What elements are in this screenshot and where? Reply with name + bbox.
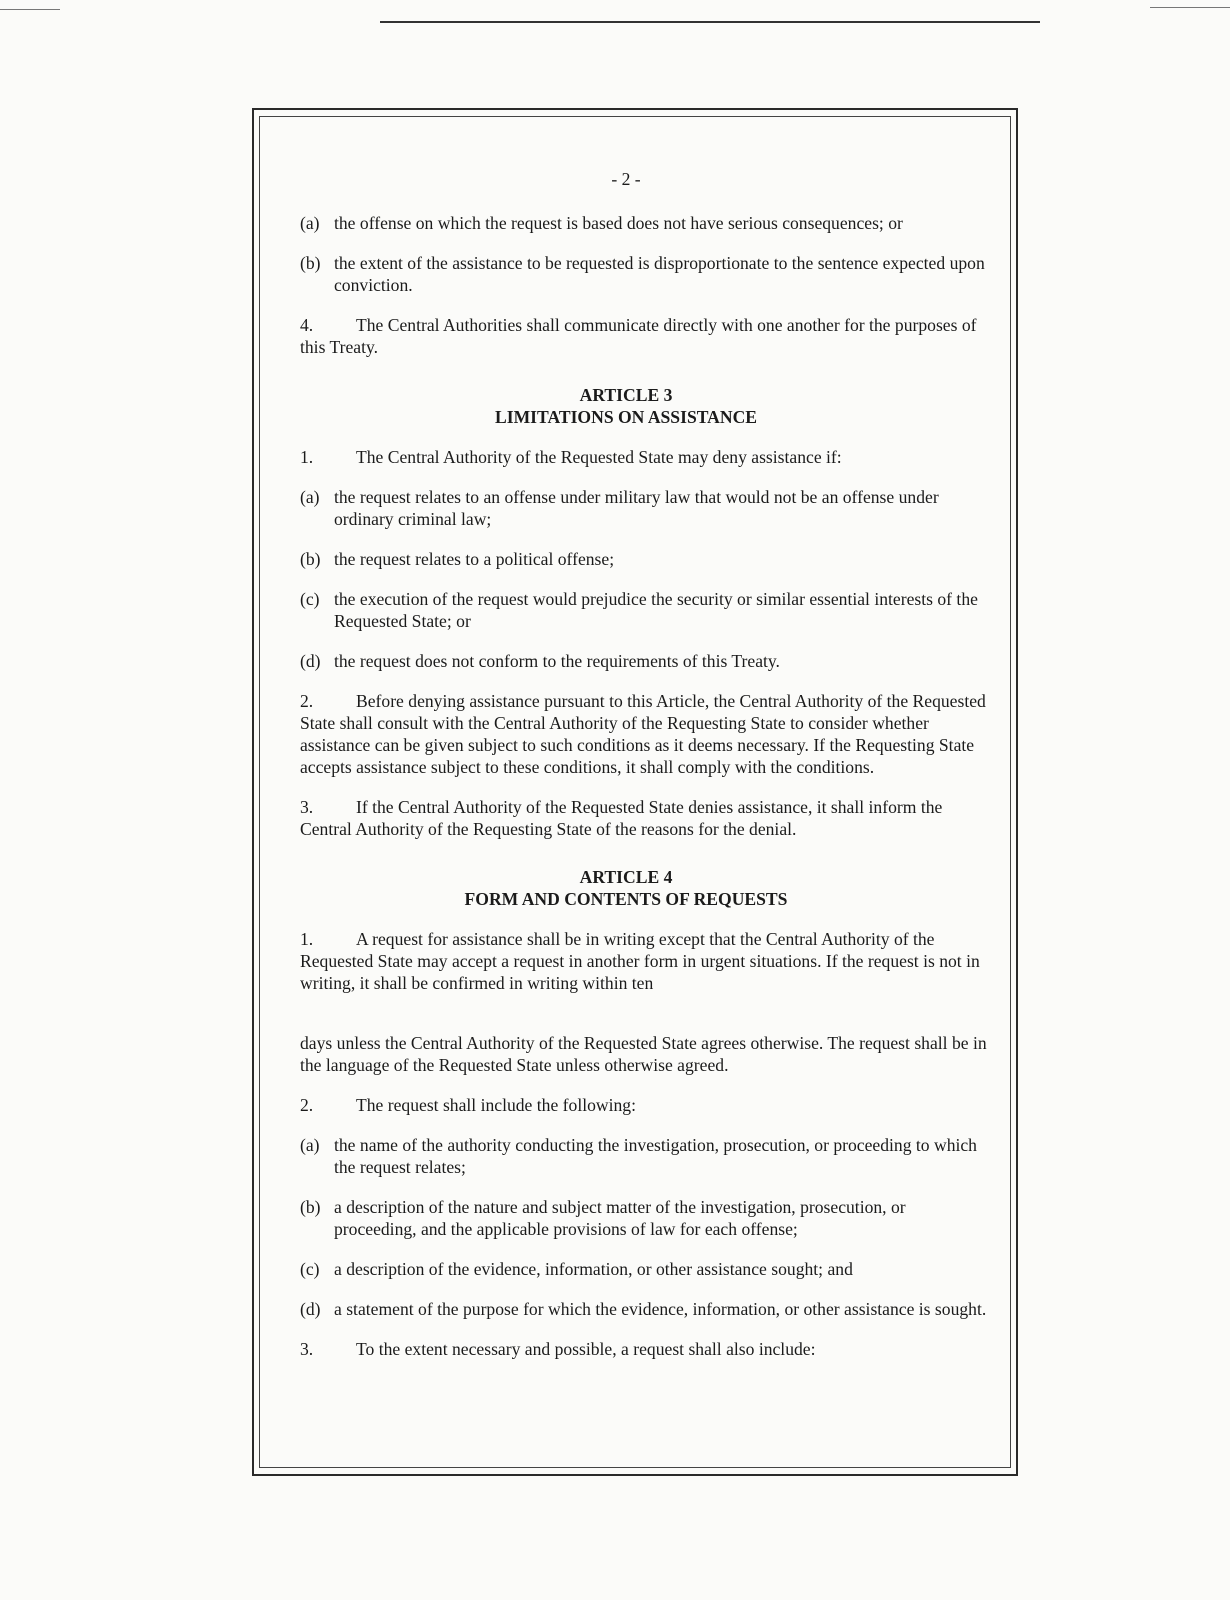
list-item-text: the execution of the request would prejudice the security or similar essential interests of the Requested State; or <box>334 589 978 631</box>
document-body <box>300 168 990 1378</box>
list-item <box>300 486 990 530</box>
paragraph-number: 3. <box>300 1339 314 1359</box>
list-item <box>300 212 990 234</box>
list-item-text: the request does not conform to the requirements of this Treaty. <box>334 651 780 671</box>
paragraph-text: The Central Authorities shall communicate directly with one another for the purposes of this Treaty. <box>300 315 977 357</box>
paragraph-text: Before denying assistance pursuant to this Article, the Central Authority of the Requested State shall consult with the Central Authority of the Requesting State to consider whether assistance can be given subject to such conditions as it deems necessary. If the Requesting State accepts assistance subject to these conditions, it shall comply with the conditions. <box>300 691 986 777</box>
numbered-paragraph <box>300 446 990 468</box>
spacer <box>300 1012 990 1032</box>
list-item <box>300 548 990 570</box>
page-number: - 2 - <box>611 169 641 189</box>
list-item-text: a description of the nature and subject matter of the investigation, prosecution, or proceeding, and the applicable provisions of law for each offense; <box>334 1197 906 1239</box>
paragraph-text: A request for assistance shall be in writing except that the Central Authority of the Requested State may accept a request in another form in urgent situations. If the request is not in writing, it shall be confirmed in writing within ten <box>300 929 980 993</box>
paragraph-number: 1. <box>300 929 314 949</box>
list-item <box>300 252 990 296</box>
list-item-label: (a) <box>300 213 320 233</box>
scan-artifact-line <box>0 9 60 10</box>
list-item-text: the name of the authority conducting the investigation, prosecution, or proceeding to which the request relates; <box>334 1135 977 1177</box>
list-item-text: a statement of the purpose for which the evidence, information, or other assistance is sought. <box>334 1299 987 1319</box>
numbered-paragraph <box>300 1094 990 1116</box>
list-item <box>300 1134 990 1178</box>
paragraph-number: 2. <box>300 1095 314 1115</box>
list-item-text: a description of the evidence, information, or other assistance sought; and <box>334 1259 853 1279</box>
scan-artifact-line <box>380 21 1040 23</box>
list-item <box>300 1298 990 1320</box>
numbered-paragraph <box>300 1338 990 1360</box>
paragraph-text: The Central Authority of the Requested State may deny assistance if: <box>356 447 842 467</box>
list-item-text: the offense on which the request is based does not have serious consequences; or <box>334 213 903 233</box>
scan-artifact-line <box>1150 7 1230 8</box>
article-title: FORM AND CONTENTS OF REQUESTS <box>464 889 788 909</box>
list-item <box>300 1258 990 1280</box>
list-item-label: (c) <box>300 1259 320 1279</box>
list-item-text: the request relates to a political offense; <box>334 549 615 569</box>
numbered-paragraph <box>300 690 990 778</box>
paragraph-continuation: days unless the Central Authority of the Requested State agrees otherwise. The request shall be in the language of the Requested State unless otherwise agreed. <box>300 1033 987 1075</box>
list-item-label: (a) <box>300 1135 320 1155</box>
list-item <box>300 588 990 632</box>
list-item <box>300 650 990 672</box>
article-heading <box>262 866 990 910</box>
article-heading <box>262 384 990 428</box>
numbered-paragraph <box>300 796 990 840</box>
list-item-label: (d) <box>300 1299 321 1319</box>
list-item-text: the request relates to an offense under military law that would not be an offense under ordinary criminal law; <box>334 487 939 529</box>
article-title: LIMITATIONS ON ASSISTANCE <box>494 407 758 427</box>
paragraph-number: 3. <box>300 797 314 817</box>
paragraph-text: The request shall include the following: <box>356 1095 636 1115</box>
list-item-label: (b) <box>300 549 321 569</box>
paragraph-number: 1. <box>300 447 314 467</box>
list-item-label: (d) <box>300 651 321 671</box>
article-number: ARTICLE 3 <box>579 385 673 405</box>
paragraph-number: 2. <box>300 691 314 711</box>
article-number: ARTICLE 4 <box>579 867 673 887</box>
list-item-text: the extent of the assistance to be requested is disproportionate to the sentence expected upon conviction. <box>334 253 985 295</box>
list-item-label: (b) <box>300 1197 321 1217</box>
list-item <box>300 1196 990 1240</box>
document-blocks <box>300 212 990 1360</box>
list-item-label: (c) <box>300 589 320 609</box>
list-item-label: (b) <box>300 253 321 273</box>
list-item-label: (a) <box>300 487 320 507</box>
paragraph-text: If the Central Authority of the Requested State denies assistance, it shall inform the Central Authority of the Requesting State of the reasons for the denial. <box>300 797 943 839</box>
paragraph-number: 4. <box>300 315 314 335</box>
numbered-paragraph <box>300 928 990 994</box>
paragraph-text: To the extent necessary and possible, a request shall also include: <box>356 1339 816 1359</box>
numbered-paragraph <box>300 314 990 358</box>
